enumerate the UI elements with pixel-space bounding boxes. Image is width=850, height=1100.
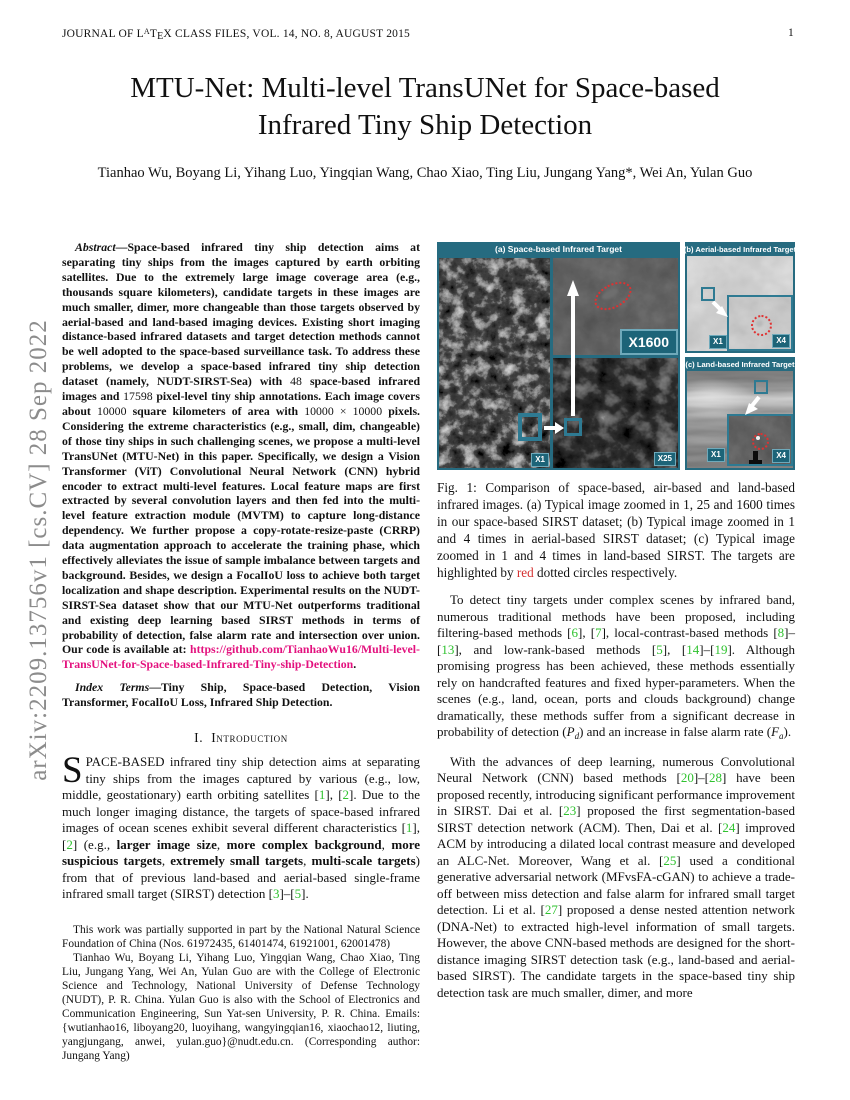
text-segment: ], [ [578,625,596,641]
zoom-label-x1600: X1600 [620,329,678,355]
text-segment: , [161,853,171,869]
text-segment: red [516,564,534,580]
text-segment: ] proposed a dense nested attention network (DNA-Net) to extracted high-level information of small targets. However, the above CNN-based methods are designed for the short-distance imaging SIRST detection task (e.g., land-based and aerial-based SIRST). The candidate targets in the space-based tiny ship detection task are much smaller, dimer, and more [437,902,795,1000]
citation-ref[interactable]: 5 [656,641,663,657]
dropcap: S [62,750,83,792]
panel-a-title: (a) Space-based Infrared Target [495,244,622,254]
body-paragraph [437,592,795,745]
citation-ref[interactable]: 20 [680,770,694,786]
citation-ref[interactable]: 27 [544,902,558,918]
text-segment: ] (e.g., [72,836,117,852]
text-segment: ) and an increase in false alarm rate ( [579,724,772,740]
text-segment: 48 [290,374,302,389]
text-segment: ]–[ [437,625,795,657]
space-x25-image [553,358,678,468]
text-segment: square kilometers of area with [126,403,305,418]
text-segment: PACE-BASED infrared tiny ship detection aims at separating tiny ships from the images captured by various (e.g., low, middle, geostationary) earth orbiting satellites [ [62,754,420,803]
footnote-block [62,923,420,1063]
citation-ref[interactable]: 1 [405,820,413,836]
text-segment: ] proposed the first segmentation-based SIRST detection network (ACM). Then, Dai et al. [ [437,803,795,835]
text-segment: ], [ [662,641,687,657]
text-segment: With the advances of deep learning, numerous Convolutional Neural Network (CNN) based methods [ [437,753,795,786]
text-segment: F [771,724,780,740]
text-segment: larger image size [116,836,217,852]
text-segment: d [574,731,580,742]
text-segment: , [216,836,227,852]
text-segment: X CLASS FILES, VOL. 14, NO. 8, AUGUST 2015 [163,28,411,40]
citation-ref[interactable]: 28 [709,770,723,786]
body-paragraph [437,754,795,1002]
citation-ref[interactable]: 24 [722,819,736,835]
text-segment: ]. Although promising progress has been achieved, these methods essentially rely on handcrafted features and fixed hyper-parameters. When the scenes (e.g., land, ocean, ports and clouds background) change dramatically, these methods suffer from a significant decrease in probability of detection ( [437,641,795,740]
arxiv-banner: arXiv:2209.13756v1 [cs.CV] 28 Sep 2022 [25,319,52,781]
text-segment: . [353,657,357,672]
target-box [518,413,542,441]
zoom-label-x1: X1 [709,335,727,349]
citation-ref[interactable]: 7 [595,625,602,641]
text-segment: ) from that of previous land-based and aerial-based single-frame infrared small target (SIRST) detection [ [62,853,420,902]
space-x1600-image [553,258,678,355]
left-column [62,240,420,1063]
target-box [754,380,768,394]
text-segment: ], [ [62,820,420,852]
panel-b-title: (b) Aerial-based Infrared Target [683,244,797,254]
text-segment: —Tiny Ship, Space-based Detection, Vision Transformer, FocalIoU Loss, Infrared Ship Detection. [62,680,420,710]
citation-ref[interactable]: 8 [777,625,785,641]
text-segment: extremely small targets [170,853,304,869]
right-column [437,240,795,1001]
introduction-text [62,750,421,902]
running-head [62,27,794,42]
citation-ref[interactable]: 25 [663,852,677,868]
target-circle-icon [751,315,772,336]
text-segment: space-based infrared images and [62,374,421,404]
land-inset [727,414,793,466]
citation-ref[interactable]: 3 [272,886,280,902]
text-segment: A [143,27,150,36]
citation-ref[interactable]: 13 [441,641,455,657]
text-segment: ]. Due to the much longer imaging distance, the targets of space-based infrared images of ocean scenes exhibit several different characteristics [ [62,787,420,836]
text-segment: T [149,28,158,40]
target-box [701,287,715,301]
citation-ref[interactable]: 23 [563,803,577,819]
text-segment: more complex background [226,836,382,852]
zoom-label-x1: X1 [707,448,725,462]
abstract-paragraph [62,240,420,672]
text-segment: ]–[ [279,886,295,902]
text-segment: Index Terms [75,680,150,695]
text-segment: a [779,731,784,742]
section-number: I. [194,730,204,746]
panel-aerial-based [685,242,795,353]
text-segment: ], [ [325,787,343,803]
zoom-label-x25: X25 [654,452,676,466]
text-segment: ], and low-rank-based methods [ [454,641,657,657]
text-segment: 17598 [123,389,153,404]
index-terms-paragraph [62,680,420,710]
text-segment: ). [783,724,792,740]
text-segment: To detect tiny targets under complex scenes by infrared band, numerous traditional methods have been proposed, including filtering-based methods [ [437,592,795,641]
panel-land-based [685,357,795,470]
introduction-heading [62,730,420,746]
panel-space-based [437,242,680,470]
section-title: Introduction [211,730,288,746]
footnote-support: This work was partially supported in part by the National Natural Science Foundation of China (Nos. 61972435, 61401474, 61921001, 62001478) [62,924,420,950]
text-segment: Fig. 1: Comparison of space-based, air-based and land-based infrared images. (a) Typical image zoomed in 1, 25 and 1600 times in our space-based SIRST dataset; (b) Typical image zoomed in 1 and 4 times in aerial-based SIRST dataset; (c) Typical image zoomed in 1 and 4 times in land-based SIRST. The targets are highlighted by [437,480,795,580]
text-segment: dotted circles respectively. [533,564,678,580]
text-segment: , [381,836,392,852]
page-number: 1 [788,27,794,39]
paper-title: MTU-Net: Multi-level TransUNet for Space-based Infrared Tiny Ship Detection [130,72,720,141]
citation-ref[interactable]: 6 [571,625,578,641]
text-segment: 10000 [96,403,127,418]
zoom-label-x4: X4 [772,449,790,463]
target-box [564,418,582,436]
text-segment: multi-scale targets [311,853,416,869]
structure-silhouette [753,451,758,464]
text-segment: ]–[ [693,770,710,786]
zoom-label-x1: X1 [531,453,549,467]
aerial-inset [727,295,793,351]
citation-ref[interactable]: 5 [294,886,302,902]
authors-line: Tianhao Wu, Boyang Li, Yihang Luo, Yingqian Wang, Chao Xiao, Ting Liu, Jungang Yang*, Wei An, Yulan Guo [97,165,753,181]
text-segment: ]. [301,886,309,902]
figure-caption [437,480,795,581]
citation-ref[interactable]: 2 [342,787,350,803]
text-segment: ] improved ACM by introducing a dilated local contrast measure and developed an ALC-Net. Moreover, Wang et al. [ [437,819,795,868]
text-segment: , [303,853,312,869]
citation-ref[interactable]: 14 [686,641,700,657]
text-segment: pixel-level tiny ship annotations. Each image covers about [62,389,420,418]
text-segment: E [157,31,164,42]
citation-ref[interactable]: 19 [714,641,728,657]
text-segment: Abstract [75,240,116,254]
text-segment: ], local-contrast-based methods [ [601,625,778,641]
text-segment: 10000 × 10000 [304,403,383,418]
text-segment: ]–[ [699,641,715,657]
figure-1 [437,242,795,470]
citation-ref[interactable]: 2 [66,836,73,852]
text-segment: more suspicious targets [62,836,421,869]
citation-ref[interactable]: 1 [318,787,326,803]
introduction-paragraph [62,750,421,903]
text-segment: P [566,724,575,740]
text-segment: pixels. Considering the extreme characteristics (e.g., small, dim, changeable) of those tiny ships in such challenging scenes, we propose a multi-level TransUNet (MTU-Net) in this paper. Specifically, we design a Vision Transformer (ViT) Convolutional Neural Network (CNN) hybrid encoder to extract multi-level features. Local feature maps are first extracted by several convolution layers and then fed into the multi-level feature extraction module (MVTM) to capture long-distance dependency. We further propose a copy-rotate-resize-paste (CRRP) data augmentation approach to accelerate the training phase, which effectively alleviates the issue of sample imbalance between targets and background. Besides, we design a FocalIoU loss to achieve both target localization and shape description. Experimental results on the NUDT-SIRST-Sea dataset show that our MTU-Net outperforms traditional and existing deep learning based SIRST methods in terms of probability of detection, false alarm rate and intersection over union. Our code is available at: [62,403,420,657]
text-segment: JOURNAL OF L [62,28,144,40]
text-segment: ] used a conditional generative adversarial network (MFvsFA-cGAN) to achieve a trade-off between miss detection and false alarm for infrared small target detection. Li et al. [ [437,852,795,918]
target-circle-icon [752,433,769,450]
text-segment: —Space-based infrared tiny ship detection aims at separating tiny ships from the images captured by earth orbiting satellites. Due to the extremely large image coverage area (e.g., thousands square kilometers), candidate targets in these images are much smaller, dimer, more changeable than those targets observed by aerial-based and land-based imaging devices. Existing short imaging distance-based infrared datasets and target detection methods cannot be well adopted to the space-based surveillance task. To address these problems, we develop a space-based infrared tiny ship detection dataset (namely, NUDT-SIRST-Sea) with [62,240,420,389]
panel-c-title: (c) Land-based Infrared Target [685,359,795,369]
journal-title [62,27,410,42]
footnote-affiliation: Tianhao Wu, Boyang Li, Yihang Luo, Yingqian Wang, Chao Xiao, Ting Liu, Jungang Yang, Wei An, Yulan Guo are with the College of Electronic Science and Technology, National University of Defense Technology (NUDT), P. R. China. Yulan Guo is also with the School of Electronics and Communication Engineering, Sun Yat-sen University, P. R. China. Emails: {wutianhao16, liboyang20, luoyihang, wangyingqian16, xiaochao12, liuting, yangjungang, anwei, yulan.guo}@nudt.edu.cn. (Corresponding author: Jungang Yang) [62,952,420,1062]
zoom-label-x4: X4 [772,334,790,348]
external-link[interactable]: https://github.com/TianhaoWu16/Multi-level-TransUNet-for-Space-based-Infrared-Tiny-ship-Detection [62,642,420,672]
text-segment: ] have been proposed recently, introducing significant performance improvement in SIRST. Dai et al. [ [437,770,795,819]
